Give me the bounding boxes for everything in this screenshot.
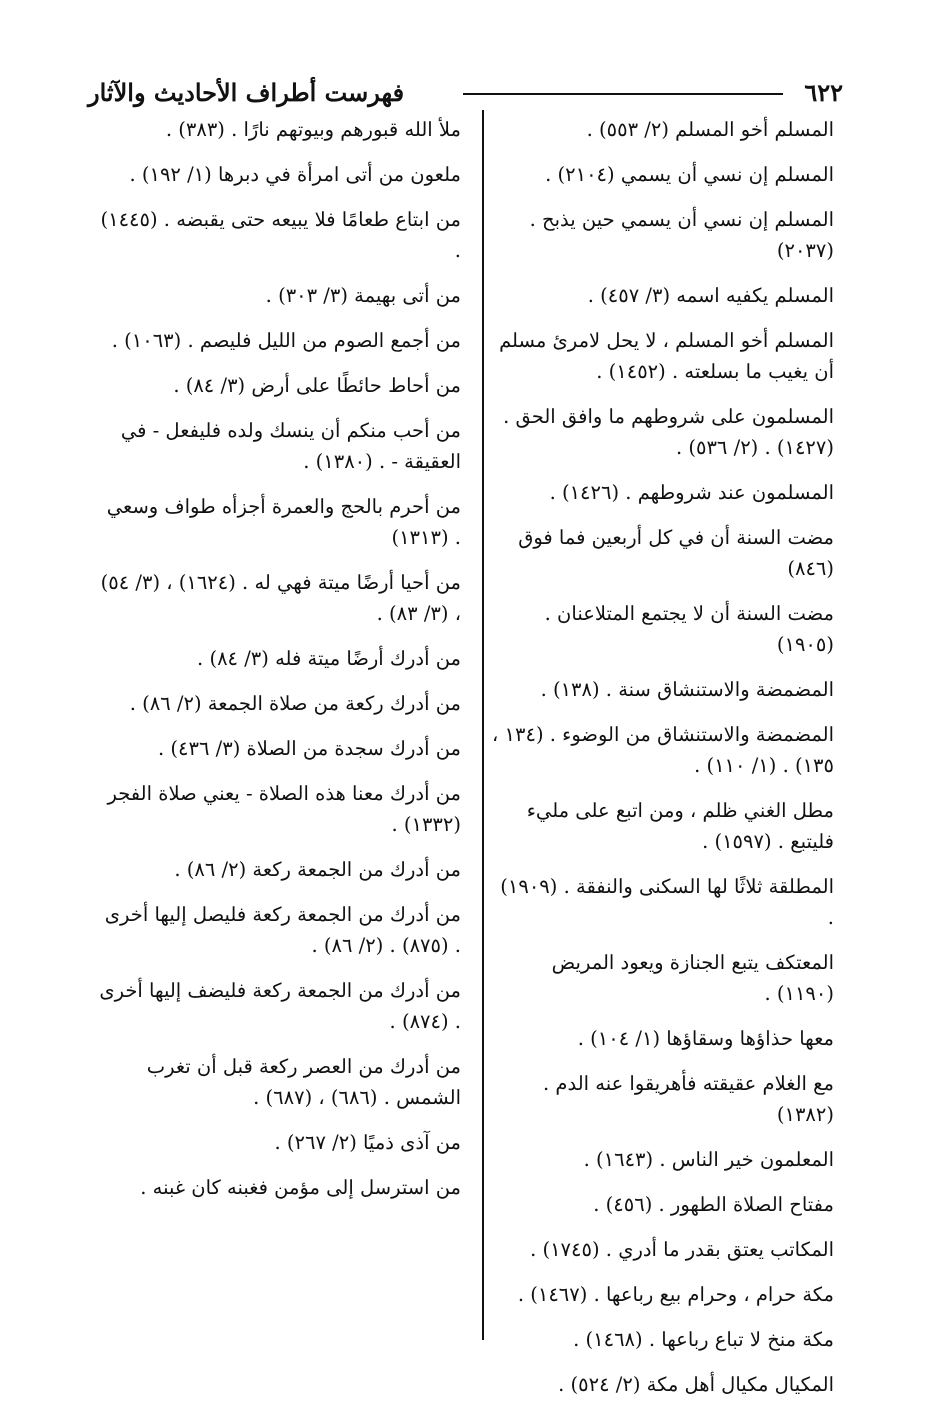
index-entry: من آذى ذميًا (٢/ ٢٦٧) . xyxy=(274,1131,461,1154)
index-entry: من أدرك من الجمعة ركعة فليضف إليها أخرى . (٨٧٤) . xyxy=(99,979,461,1033)
index-entry: مضت السنة أن في كل أربعين فما فوق (٨٤٦) xyxy=(518,526,834,580)
index-entry: من أحيا أرضًا ميتة فهي له . (١٦٢٤) ، (٣/ ٥٤) ، (٣/ ٨٣) . xyxy=(100,571,461,625)
index-entry: من أحاط حائطًا على أرض (٣/ ٨٤) . xyxy=(173,374,461,397)
index-entry: مضت السنة أن لا يجتمع المتلاعنان . (١٩٠٥) xyxy=(544,602,834,656)
index-entry: من أدرك سجدة من الصلاة (٣/ ٤٣٦) . xyxy=(158,737,461,760)
index-entry: من ابتاع طعامًا فلا يبيعه حتى يقبضه . (١٤٤٥) . xyxy=(100,208,461,262)
index-entry: المسلمون على شروطهم ما وافق الحق . (١٤٢٧) . (٢/ ٥٣٦) . xyxy=(503,405,834,459)
index-entry: من أدرك ركعة من صلاة الجمعة (٢/ ٨٦) . xyxy=(129,692,461,715)
index-entry: من أتى بهيمة (٣/ ٣٠٣) . xyxy=(265,284,461,307)
index-entry: المسلمون عند شروطهم . (١٤٢٦) . xyxy=(549,481,834,504)
index-entry: المسلم يكفيه اسمه (٣/ ٤٥٧) . xyxy=(587,284,834,307)
index-entry: من أدرك من الجمعة ركعة فليصل إليها أخرى . (٨٧٥) . (٢/ ٨٦) . xyxy=(104,903,461,957)
index-entry: المسلم أخو المسلم ، لا يحل لامرئ مسلم أن يغيب ما بسلعته . (١٤٥٢) . xyxy=(499,329,834,383)
column-divider xyxy=(482,110,484,1340)
index-entry: مطل الغني ظلم ، ومن اتبع على مليء فليتبع . (١٥٩٧) . xyxy=(526,799,834,853)
index-entry: من استرسل إلى مؤمن فغبنه كان غبنه . xyxy=(140,1176,461,1199)
right-column xyxy=(492,114,834,1414)
index-entry: المسلم إن نسي أن يسمي حين يذبح . (٢٠٣٧) xyxy=(529,208,834,262)
page-number: ٦٢٢ xyxy=(804,78,843,107)
header-rule xyxy=(463,93,783,95)
index-entry: من أحرم بالحج والعمرة أجزأه طواف وسعي . (١٣١٣) xyxy=(106,495,461,549)
index-entry: مكة حرام ، وحرام بيع رباعها . (١٤٦٧) . xyxy=(517,1283,834,1306)
index-entry: المضمضة والاستنشاق من الوضوء . (١٣٤ ، ١٣٥) . (١/ ١١٠) . xyxy=(492,723,834,777)
index-entry: من أدرك من الجمعة ركعة (٢/ ٨٦) . xyxy=(174,858,461,881)
index-entry: ملأ الله قبورهم وبيوتهم نارًا . (٣٨٣) . xyxy=(165,118,461,141)
left-column xyxy=(96,114,461,1217)
index-entry: المسلم إن نسي أن يسمي (٢١٠٤) . xyxy=(545,163,834,186)
index-entry: المعلمون خير الناس . (١٦٤٣) . xyxy=(583,1148,834,1171)
index-entry: المكيال مكيال أهل مكة (٢/ ٥٢٤) . xyxy=(558,1373,834,1396)
index-entry: المطلقة ثلاثًا لها السكنى والنفقة . (١٩٠٩) . xyxy=(500,875,834,929)
index-entry: مكة منخ لا تباع رباعها . (١٤٦٨) . xyxy=(573,1328,834,1351)
index-entry: من أدرك من العصر ركعة قبل أن تغرب الشمس . (٦٨٦) ، (٦٨٧) . xyxy=(146,1055,461,1109)
index-entry: من أدرك أرضًا ميتة فله (٣/ ٨٤) . xyxy=(197,647,461,670)
index-entry: ملعون من أتى امرأة في دبرها (١/ ١٩٢) . xyxy=(129,163,461,186)
index-entry: من أدرك معنا هذه الصلاة - يعني صلاة الفجر (١٣٣٢) . xyxy=(107,782,461,836)
index-entry: المضمضة والاستنشاق سنة . (١٣٨) . xyxy=(540,678,834,701)
index-entry: معها حذاؤها وسقاؤها (١/ ١٠٤) . xyxy=(577,1027,834,1050)
index-entry: من أحب منكم أن ينسك ولده فليفعل - في العقيقة - . (١٣٨٠) . xyxy=(120,419,461,473)
index-entry: المسلم أخو المسلم (٢/ ٥٥٣) . xyxy=(586,118,834,141)
running-title: فهرست أطراف الأحاديث والآثار xyxy=(88,78,405,107)
index-entry: المعتكف يتبع الجنازة ويعود المريض (١١٩٠) . xyxy=(551,951,834,1005)
index-entry: من أجمع الصوم من الليل فليصم . (١٠٦٣) . xyxy=(111,329,461,352)
index-entry: المكاتب يعتق بقدر ما أدري . (١٧٤٥) . xyxy=(530,1238,834,1261)
running-header xyxy=(88,76,843,110)
index-entry: مفتاح الصلاة الطهور . (٤٥٦) . xyxy=(593,1193,834,1216)
index-entry: مع الغلام عقيقته فأهريقوا عنه الدم . (١٣٨٢) xyxy=(542,1072,834,1126)
